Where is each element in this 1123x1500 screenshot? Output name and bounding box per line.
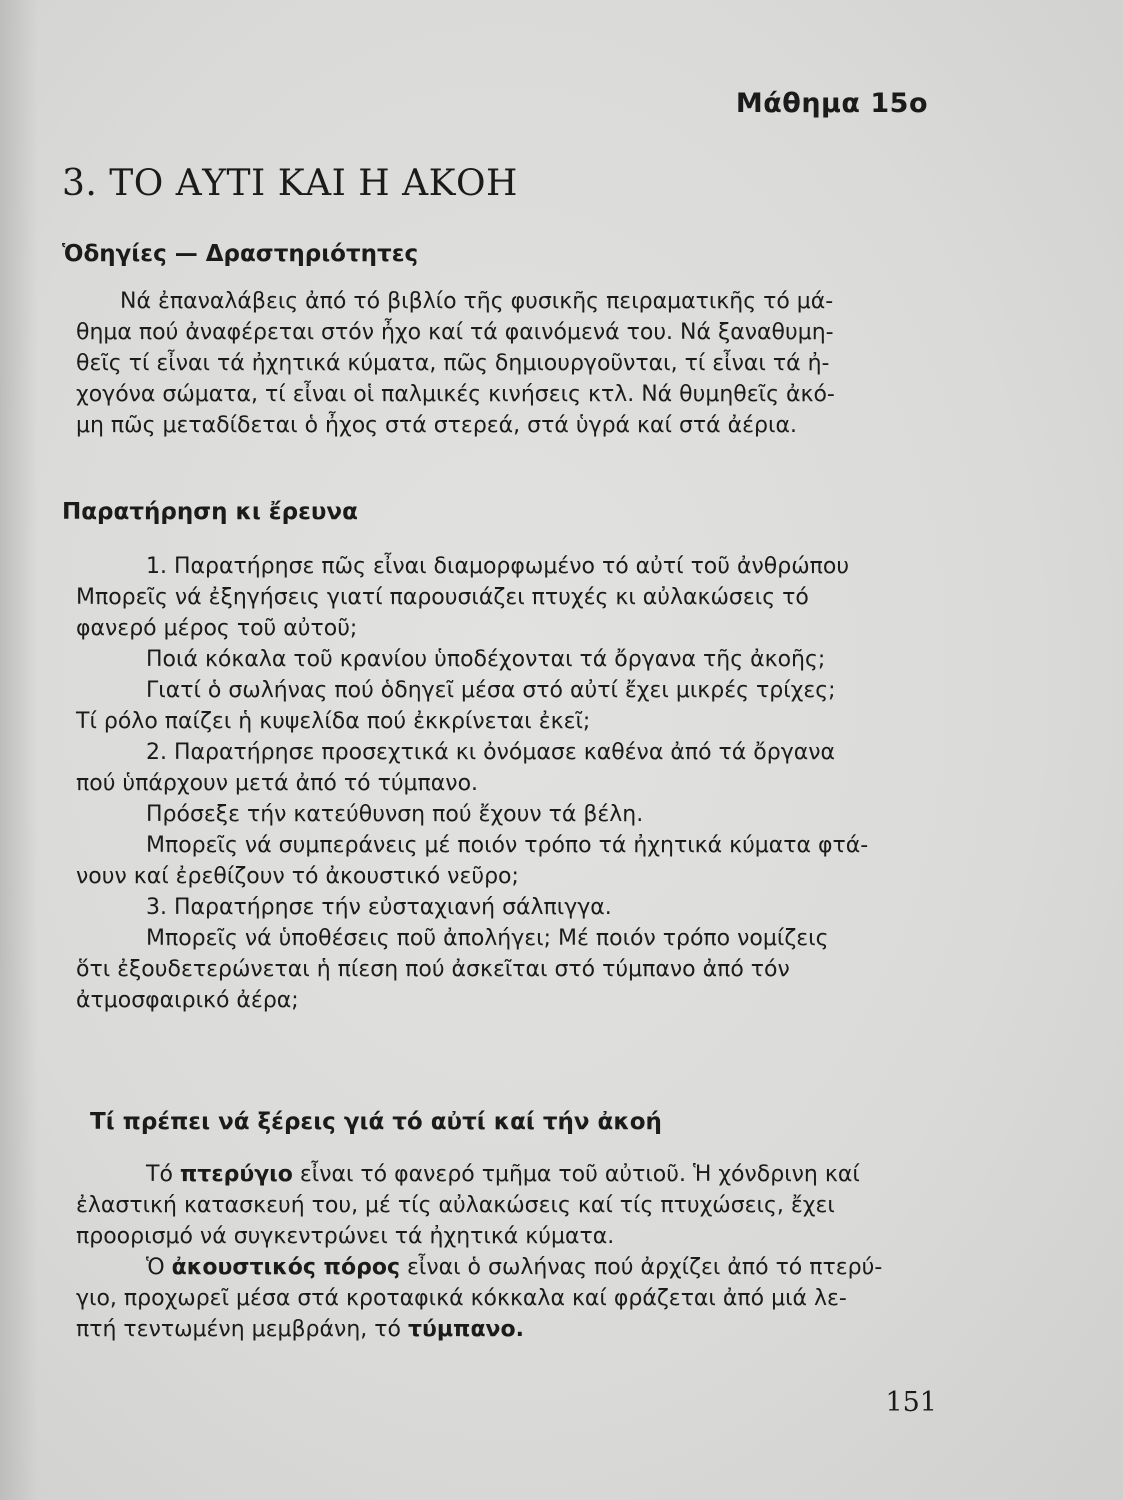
text-fragment: πτή τεντωμένη μεμβράνη, τό <box>76 1317 408 1342</box>
text-line: Νά ἐπαναλάβεις ἀπό τό βιβλίο τῆς φυσικῆς πειραματικῆς τό μά- <box>120 289 834 314</box>
text-line: μη πῶς μεταδίδεται ὁ ἦχος στά στερεά, στά ὑγρά καί στά ἀέρια. <box>76 413 797 438</box>
text-fragment: Ὁ <box>146 1255 172 1280</box>
observation-paragraph <box>76 551 946 1016</box>
knowledge-heading: Τί πρέπει νά ξέρεις γιά τό αὐτί καί τήν ἀκοή <box>90 1109 662 1135</box>
text-line: Μπορεῖς νά ὑποθέσεις ποῦ ἀπολήγει; Μέ ποιόν τρόπο νομίζεις <box>146 926 829 951</box>
text-line: θημα πού ἀναφέρεται στόν ἦχο καί τά φαινόμενά του. Νά ξαναθυμη- <box>76 320 834 345</box>
text-line: Ποιά κόκαλα τοῦ κρανίου ὑποδέχονται τά ὄργανα τῆς ἀκοῆς; <box>146 647 826 672</box>
text-fragment: Τό <box>146 1162 180 1187</box>
text-line: Πρόσεξε τήν κατεύθυνση πού ἔχουν τά βέλη. <box>146 802 644 827</box>
text-fragment: εἶναι ὁ σωλήνας πού ἀρχίζει ἀπό τό πτερύ- <box>399 1255 883 1280</box>
text-line: χογόνα σώματα, τί εἶναι οἱ παλμικές κινήσεις κτλ. Νά θυμηθεῖς ἀκό- <box>76 382 835 407</box>
text-line: ἐλαστική κατασκευή του, μέ τίς αὐλακώσεις καί τίς πτυχώσεις, ἔχει <box>76 1193 835 1218</box>
text-line: 2. Παρατήρησε προσεχτικά κι ὀνόμασε καθένα ἀπό τά ὄργανα <box>146 740 836 765</box>
page-number: 151 <box>885 1387 937 1418</box>
text-line: Τί ρόλο παίζει ἡ κυψελίδα πού ἐκκρίνεται ἐκεῖ; <box>76 709 591 734</box>
text-line: φανερό μέρος τοῦ αὐτοῦ; <box>76 616 358 641</box>
text-line: νουν καί ἐρεθίζουν τό ἀκουστικό νεῦρο; <box>76 864 519 889</box>
page-edge-shadow <box>0 0 38 1500</box>
text-line: 3. Παρατήρησε τήν εὐσταχιανή σάλπιγγα. <box>146 895 612 920</box>
text-line: πού ὑπάρχουν μετά ἀπό τό τύμπανο. <box>76 771 479 796</box>
instructions-heading: Ὁδηγίες — Δραστηριότητες <box>62 241 419 267</box>
text-line: Μπορεῖς νά ἐξηγήσεις γιατί παρουσιάζει πτυχές κι αὐλακώσεις τό <box>76 585 809 610</box>
text-line <box>76 1252 946 1283</box>
observation-heading: Παρατήρηση κι ἔρευνα <box>62 499 358 525</box>
text-line: ἀτμοσφαιρικό ἀέρα; <box>76 988 299 1013</box>
chapter-title: 3. ΤΟ ΑΥΤΙ ΚΑΙ Η ΑΚΟΗ <box>62 163 518 204</box>
text-line: Γιατί ὁ σωλήνας πού ὁδηγεῖ μέσα στό αὐτί ἔχει μικρές τρίχες; <box>146 678 836 703</box>
term-akoustikos-poros: ἀκουστικός πόρος <box>171 1255 400 1280</box>
term-pterygio: πτερύγιο <box>179 1162 293 1187</box>
instructions-paragraph <box>76 286 946 441</box>
text-line <box>76 1314 946 1345</box>
term-tympano: τύμπανο. <box>407 1317 525 1342</box>
text-fragment: εἶναι τό φανερό τμῆμα τοῦ αὐτιοῦ. Ἡ χόνδρινη καί <box>292 1162 860 1187</box>
text-line: γιο, προχωρεῖ μέσα στά κροταφικά κόκκαλα καί φράζεται ἀπό μιά λε- <box>76 1286 847 1311</box>
text-line <box>76 1159 946 1190</box>
text-line: Μπορεῖς νά συμπεράνεις μέ ποιόν τρόπο τά ἠχητικά κύματα φτά- <box>146 833 869 858</box>
text-line: προορισμό νά συγκεντρώνει τά ἠχητικά κύματα. <box>76 1224 615 1249</box>
text-line: 1. Παρατήρησε πῶς εἶναι διαμορφωμένο τό αὐτί τοῦ ἀνθρώπου <box>146 554 850 579</box>
knowledge-paragraph <box>76 1159 946 1345</box>
text-line: θεῖς τί εἶναι τά ἠχητικά κύματα, πῶς δημιουργοῦνται, τί εἶναι τά ἠ- <box>76 351 830 376</box>
text-line: ὅτι ἐξουδετερώνεται ἡ πίεση πού ἀσκεῖται στό τύμπανο ἀπό τόν <box>76 957 790 982</box>
lesson-label: Μάθημα 15ο <box>735 88 928 119</box>
